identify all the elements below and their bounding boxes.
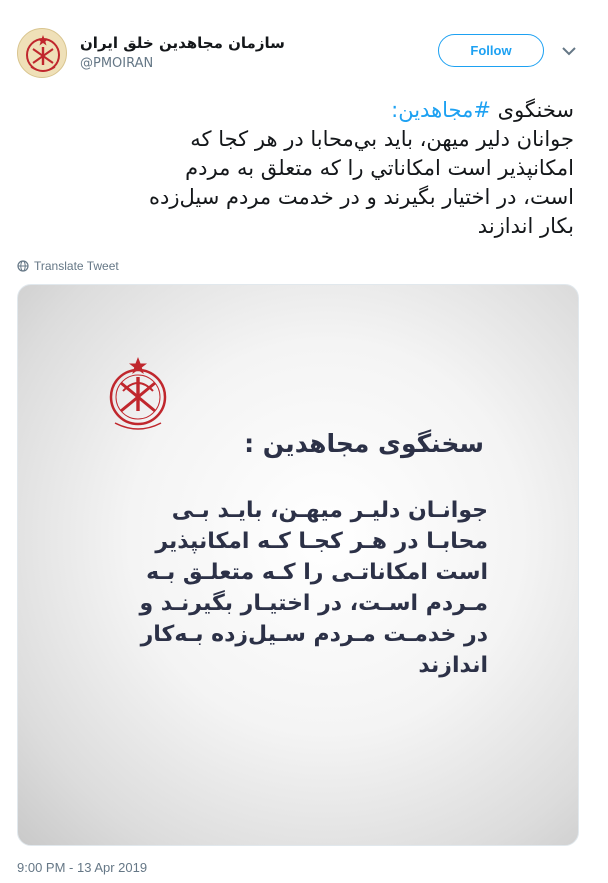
translate-tweet-link[interactable] [17, 258, 119, 274]
media-line: است امکاناتـی را کـه متعلـق بـه [146, 560, 488, 585]
tweet-colon: : [391, 98, 399, 122]
tweet-line: است، در اختیار بگیرند و در خدمت مردم سیل‌زده [148, 185, 574, 209]
media-line: اندازند [418, 653, 488, 678]
tweet-prefix: سخنگوی [490, 98, 574, 122]
tweet-image[interactable] [17, 284, 579, 846]
hashtag-link[interactable]: #مجاهدین [398, 98, 491, 122]
tweet-header [0, 0, 608, 86]
avatar[interactable] [17, 28, 67, 78]
tweet-timestamp[interactable]: 9:00 PM - 13 Apr 2019 [17, 860, 148, 875]
media-title: سخنگوی مجاهدین : [244, 429, 484, 458]
mek-emblem-icon [101, 355, 175, 435]
account-handle[interactable]: @PMOIRAN [80, 56, 154, 71]
tweet-heading-line [14, 96, 574, 125]
chevron-down-icon[interactable] [560, 42, 578, 60]
tweet-line: جوانان دلیر میهن، باید بي‌محابا در هر کجا که [190, 127, 574, 151]
media-line: در خدمـت مـردم سـیل‌زده بـه‌کار [140, 622, 488, 647]
media-line: مـردم اسـت، در اختیـار بگیرنـد و [139, 591, 488, 616]
translate-label: Translate Tweet [34, 259, 119, 273]
tweet-line: امکانپذیر است امکاناتي را که متعلق به مردم [185, 156, 574, 180]
tweet-text [14, 96, 574, 241]
media-line: محابـا در هـر کجـا کـه امکانپذیر [155, 529, 488, 554]
globe-icon [17, 260, 29, 272]
display-name[interactable]: سازمان مجاهدین خلق ایران [80, 34, 285, 52]
mek-emblem-icon [18, 29, 67, 78]
media-line: جوانـان دلیـر میهـن، بایـد بـی [171, 498, 488, 523]
media-body [88, 495, 488, 681]
tweet-line: بکار اندازند [477, 214, 574, 238]
follow-button[interactable]: Follow [438, 34, 544, 67]
